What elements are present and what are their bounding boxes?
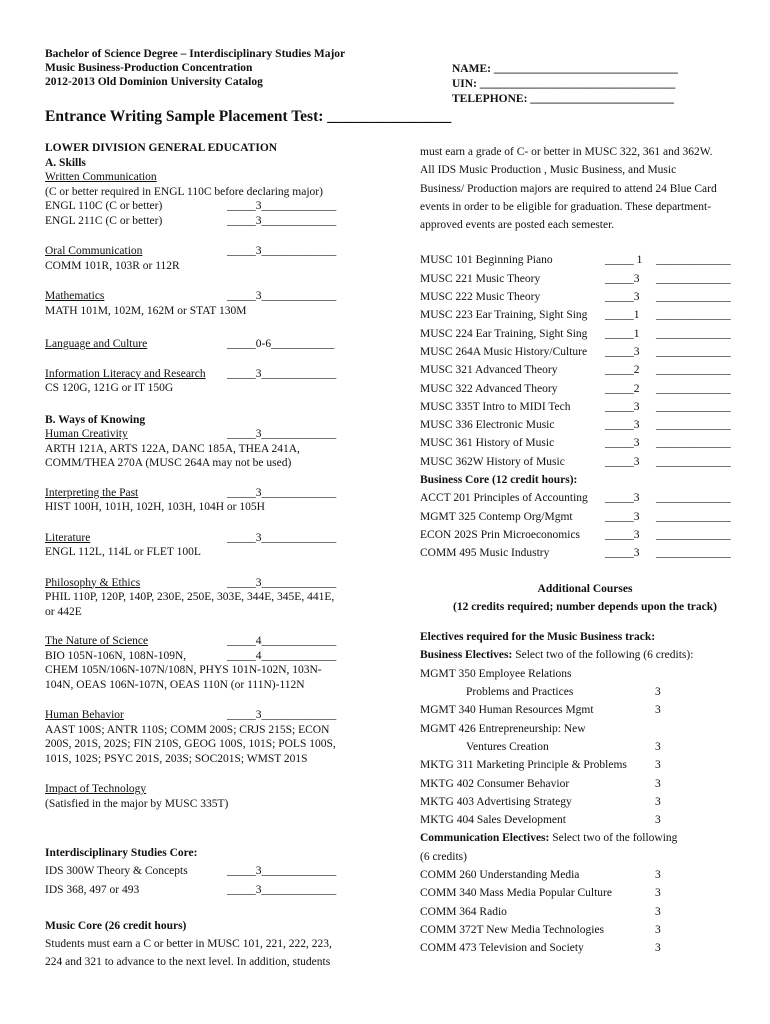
communication-electives-credits: (6 credits) [420,850,467,863]
communication-elective-name: COMM 364 Radio [420,905,507,918]
business-elective-credits: 3 [655,759,661,772]
business-elective-name: MGMT 426 Entrepreneurship: New [420,722,586,735]
creativity-courses-2: COMM/THEA 270A (MUSC 264A may not be used) [45,457,292,469]
creativity-blank[interactable]: _____3_____________ [227,428,337,440]
communication-elective-credits: 3 [655,923,661,936]
music-course-grade-blank[interactable]: _____________ [656,400,731,413]
business-course-list [420,489,750,562]
blue-card-note-1: All IDS Music Production , Music Business, and Music [420,164,677,177]
chem-courses-2: 104N, OEAS 106N-107N, OEAS 110N (or 111N)-112N [45,678,305,691]
telephone-field[interactable]: TELEPHONE: _________________________ [452,93,675,105]
business-elective-row [420,683,750,701]
math-blank[interactable]: _____3_____________ [227,290,337,302]
concentration-title: Music Business-Production Concentration [45,62,253,74]
ids300-row: IDS 300W Theory & Concepts _____3_____________ [45,862,385,880]
communication-elective-credits: 3 [655,887,661,900]
business-elective-row [420,720,750,738]
business-elective-row [420,793,750,811]
business-elective-row [420,756,750,774]
business-course-row [420,489,750,507]
blue-card-note-2: Business/ Production majors are required to attend 24 Blue Card [420,182,717,195]
communication-elective-row [420,884,750,902]
oral-communication-row: Oral Communication _____3_____________ [45,245,337,257]
program-title: Bachelor of Science Degree – Interdisciplinary Studies Major [45,48,346,60]
impact-technology-label: Impact of Technology [45,783,147,795]
impact-technology-note: (Satisfied in the major by MUSC 335T) [45,797,229,810]
music-course-credits-blank[interactable]: _____ 1 [605,254,643,267]
right-column [420,143,750,957]
music-course-grade-blank[interactable]: _____________ [656,309,731,322]
music-course-grade-blank[interactable]: _____________ [656,364,731,377]
engl110-row: ENGL 110C (C or better) _____3_____________ [45,200,337,212]
ids-core-heading: Interdisciplinary Studies Core: [45,847,198,859]
ways-of-knowing-heading: B. Ways of Knowing [45,413,146,426]
communication-elective-row [420,866,750,884]
music-course-row [420,434,750,452]
language-culture-row: Language and Culture _____0-6___________ [45,338,335,350]
business-elective-name: MKTG 402 Consumer Behavior [420,777,570,790]
math-courses: MATH 101M, 102M, 162M or STAT 130M [45,304,247,317]
music-course-row [420,361,750,379]
music-course-row [420,270,750,288]
communication-electives-intro: Communication Electives: Select two of the following [420,832,678,845]
communication-elective-row [420,903,750,921]
uin-field[interactable]: UIN: __________________________________ [452,78,676,90]
business-course-grade-blank[interactable]: _____________ [656,510,731,523]
philosophy-ethics-row: Philosophy & Ethics _____3_____________ [45,576,337,589]
behavior-blank[interactable]: _____3_____________ [227,709,337,721]
music-course-name: MUSC 223 Ear Training, Sight Sing [420,309,588,322]
music-course-grade-blank[interactable]: _____________ [656,291,731,304]
music-course-credits-blank[interactable]: _____3 [605,272,640,285]
music-course-row [420,343,750,361]
engl211-row: ENGL 211C (C or better) _____3_____________ [45,214,337,227]
ids-core-section [45,844,385,972]
business-core-heading: Business Core (12 credit hours): [420,474,578,487]
communication-elective-credits: 3 [655,905,661,918]
business-elective-credits: 3 [655,686,661,699]
music-course-grade-blank[interactable]: _____________ [656,254,731,267]
business-elective-name: MKTG 403 Advertising Strategy [420,795,572,808]
business-elective-row [420,811,750,829]
philosophy-courses-1: PHIL 110P, 120P, 140P, 230E, 250E, 303E, 344E, 345E, 441E, [45,591,335,603]
music-course-name: MUSC 335T Intro to MIDI Tech [420,400,571,413]
oral-blank[interactable]: _____3_____________ [227,245,337,257]
business-course-name: ACCT 201 Principles of Accounting [420,492,588,505]
written-communication-note: (C or better required in ENGL 110C before declaring major) [45,185,323,198]
catalog-year: 2012-2013 Old Dominion University Catalog [45,76,263,88]
music-course-credits-blank[interactable]: _____3 [605,345,640,358]
business-elective-name: MGMT 350 Employee Relations [420,667,572,680]
nature-science-row: The Nature of Science _____4_____________ [45,635,337,647]
info-blank[interactable]: _____3_____________ [227,367,337,380]
blue-card-note-3: events in order to be eligible for graduation. These department- [420,200,712,213]
music-core-heading: Music Core (26 credit hours) [45,919,187,932]
music-course-credits-blank[interactable]: _____1 [605,327,640,340]
music-course-credits-blank[interactable]: _____3 [605,291,640,304]
business-elective-name: MGMT 340 Human Resources Mgmt [420,704,594,717]
business-elective-credits: 3 [655,704,661,717]
blue-card-note-4: approved events are posted each semester. [420,219,615,232]
music-course-grade-blank[interactable]: _____________ [656,419,731,432]
creativity-courses-1: ARTH 121A, ARTS 122A, DANC 185A, THEA 241A, [45,442,300,455]
music-course-name: MUSC 321 Advanced Theory [420,364,558,377]
business-course-name: COMM 495 Music Industry [420,547,550,560]
music-course-name: MUSC 221 Music Theory [420,272,541,285]
additional-courses-heading: Additional Courses [537,582,633,595]
human-creativity-row: Human Creativity _____3_____________ [45,428,337,440]
music-core-note-2: 224 and 321 to advance to the next level. In addition, students [45,956,331,969]
business-elective-credits: 3 [655,814,661,827]
music-course-row [420,288,750,306]
music-course-row [420,251,750,269]
music-course-credits-blank[interactable]: _____3 [605,455,640,468]
music-course-name: MUSC 222 Music Theory [420,291,541,304]
info-courses: CS 120G, 121G or IT 150G [45,382,174,394]
business-course-grade-blank[interactable]: _____________ [656,547,731,560]
business-elective-credits: 3 [655,777,661,790]
business-elective-name: MKTG 404 Sales Development [420,814,566,827]
business-course-name: MGMT 325 Contemp Org/Mgmt [420,510,573,523]
communication-elective-name: COMM 340 Mass Media Popular Culture [420,887,612,900]
electives-heading: Electives required for the Music Business track: [420,631,656,644]
past-blank[interactable]: _____3_____________ [227,486,337,499]
music-course-grade-blank[interactable]: _____________ [656,345,731,358]
business-electives-list [420,665,750,830]
music-course-name: MUSC 336 Electronic Music [420,419,555,432]
written-communication-label: Written Communication [45,171,157,183]
music-course-row [420,380,750,398]
music-course-credits-blank[interactable]: _____2 [605,382,640,395]
business-course-row [420,544,750,562]
music-course-row [420,306,750,324]
human-behavior-row: Human Behavior _____3_____________ [45,709,337,721]
bio-row: BIO 105N-106N, 108N-109N, _____4_____________ [45,649,337,662]
music-course-name: MUSC 362W History of Music [420,455,565,468]
business-elective-name: MKTG 311 Marketing Principle & Problems [420,759,627,772]
ids368-blank[interactable]: _____3_____________ [227,883,337,896]
business-elective-credits: 3 [655,740,661,753]
communication-elective-row [420,921,750,939]
business-course-grade-blank[interactable]: _____________ [656,528,731,541]
business-electives-intro: Business Electives: Select two of the following (6 credits): [420,649,694,662]
nature-blank[interactable]: _____4_____________ [227,635,337,647]
communication-elective-name: COMM 372T New Media Technologies [420,923,605,936]
literature-courses: ENGL 112L, 114L or FLET 100L [45,546,201,558]
business-elective-name: Problems and Practices [466,686,574,699]
business-course-grade-blank[interactable]: _____________ [656,492,731,505]
ids368-row: IDS 368, 497 or 493 _____3_____________ [45,881,385,899]
philosophy-blank[interactable]: _____3_____________ [227,576,337,589]
bio-blank[interactable]: _____4_____________ [227,649,337,662]
business-course-credits-blank[interactable]: _____3 [605,547,640,560]
behavior-courses-3: 101S, 102S; PSYC 201S, 203S; SOC201S; WMST 201S [45,752,308,765]
music-course-grade-blank[interactable]: _____________ [656,437,731,450]
music-course-name: MUSC 224 Ear Training, Sight Sing [420,327,588,340]
music-course-grade-blank[interactable]: _____________ [656,455,731,468]
behavior-courses-1: AAST 100S; ANTR 110S; COMM 200S; CRJS 215S; ECON [45,723,330,736]
behavior-courses-2: 200S, 201S, 202S; FIN 210S, GEOG 100S, 101S; POLS 100S, [45,738,336,750]
music-course-name: MUSC 322 Advanced Theory [420,382,558,395]
music-course-grade-blank[interactable]: _____________ [656,327,731,340]
chem-courses-1: CHEM 105N/106N-107N/108N, PHYS 101N-102N, 103N- [45,664,322,676]
music-course-list [420,251,750,471]
business-course-credits-blank[interactable]: _____3 [605,528,640,541]
engl211-blank[interactable]: _____3_____________ [227,214,337,227]
lower-division-heading: LOWER DIVISION GENERAL EDUCATION [45,142,278,154]
music-course-row [420,453,750,471]
engl110-blank[interactable]: _____3_____________ [227,200,337,212]
music-course-credits-blank[interactable]: _____3 [605,437,640,450]
mathematics-row: Mathematics _____3_____________ [45,290,337,302]
music-course-row [420,325,750,343]
music-core-note-3: must earn a grade of C- or better in MUSC 322, 361 and 362W. [420,146,713,158]
business-course-name: ECON 202S Prin Microeconomics [420,528,581,541]
business-elective-row [420,701,750,719]
music-course-credits-blank[interactable]: _____2 [605,364,640,377]
past-courses: HIST 100H, 101H, 102H, 103H, 104H or 105H [45,501,265,513]
music-course-credits-blank[interactable]: _____3 [605,419,640,432]
skills-heading: A. Skills [45,156,86,169]
literature-row: Literature _____3_____________ [45,531,337,544]
business-course-credits-blank[interactable]: _____3 [605,492,640,505]
music-course-row [420,416,750,434]
music-course-name: MUSC 361 History of Music [420,437,555,450]
language-blank[interactable]: _____0-6___________ [227,338,335,350]
info-literacy-row: Information Literacy and Research _____3_____________ [45,367,337,380]
business-elective-name: Ventures Creation [466,740,549,753]
oral-courses: COMM 101R, 103R or 112R [45,259,180,272]
business-elective-row [420,738,750,756]
communication-elective-name: COMM 260 Understanding Media [420,868,580,881]
communication-elective-row [420,939,750,957]
music-course-row [420,398,750,416]
interpreting-past-row: Interpreting the Past _____3_____________ [45,486,337,499]
music-core-note-1: Students must earn a C or better in MUSC 101, 221, 222, 223, [45,938,332,951]
business-elective-credits: 3 [655,795,661,808]
music-course-grade-blank[interactable]: _____________ [656,272,731,285]
business-course-credits-blank[interactable]: _____3 [605,510,640,523]
business-course-row [420,508,750,526]
communication-elective-credits: 3 [655,868,661,881]
name-field[interactable]: NAME: ________________________________ [452,63,678,75]
music-course-grade-blank[interactable]: _____________ [656,382,731,395]
philosophy-courses-2: or 442E [45,605,82,618]
music-course-name: MUSC 264A Music History/Culture [420,345,588,358]
music-course-credits-blank[interactable]: _____3 [605,400,640,413]
communication-elective-credits: 3 [655,942,661,955]
business-elective-row [420,665,750,683]
communication-elective-name: COMM 473 Television and Society [420,942,584,955]
literature-blank[interactable]: _____3_____________ [227,531,337,544]
additional-courses-note: (12 credits required; number depends upon the track) [453,600,717,613]
placement-test-title: Entrance Writing Sample Placement Test: ________________ [45,108,452,125]
music-course-credits-blank[interactable]: _____1 [605,309,640,322]
ids300-blank[interactable]: _____3_____________ [227,865,337,878]
music-course-name: MUSC 101 Beginning Piano [420,254,553,267]
communication-electives-list [420,866,750,957]
left-column [45,141,385,811]
business-course-row [420,526,750,544]
business-elective-row [420,775,750,793]
